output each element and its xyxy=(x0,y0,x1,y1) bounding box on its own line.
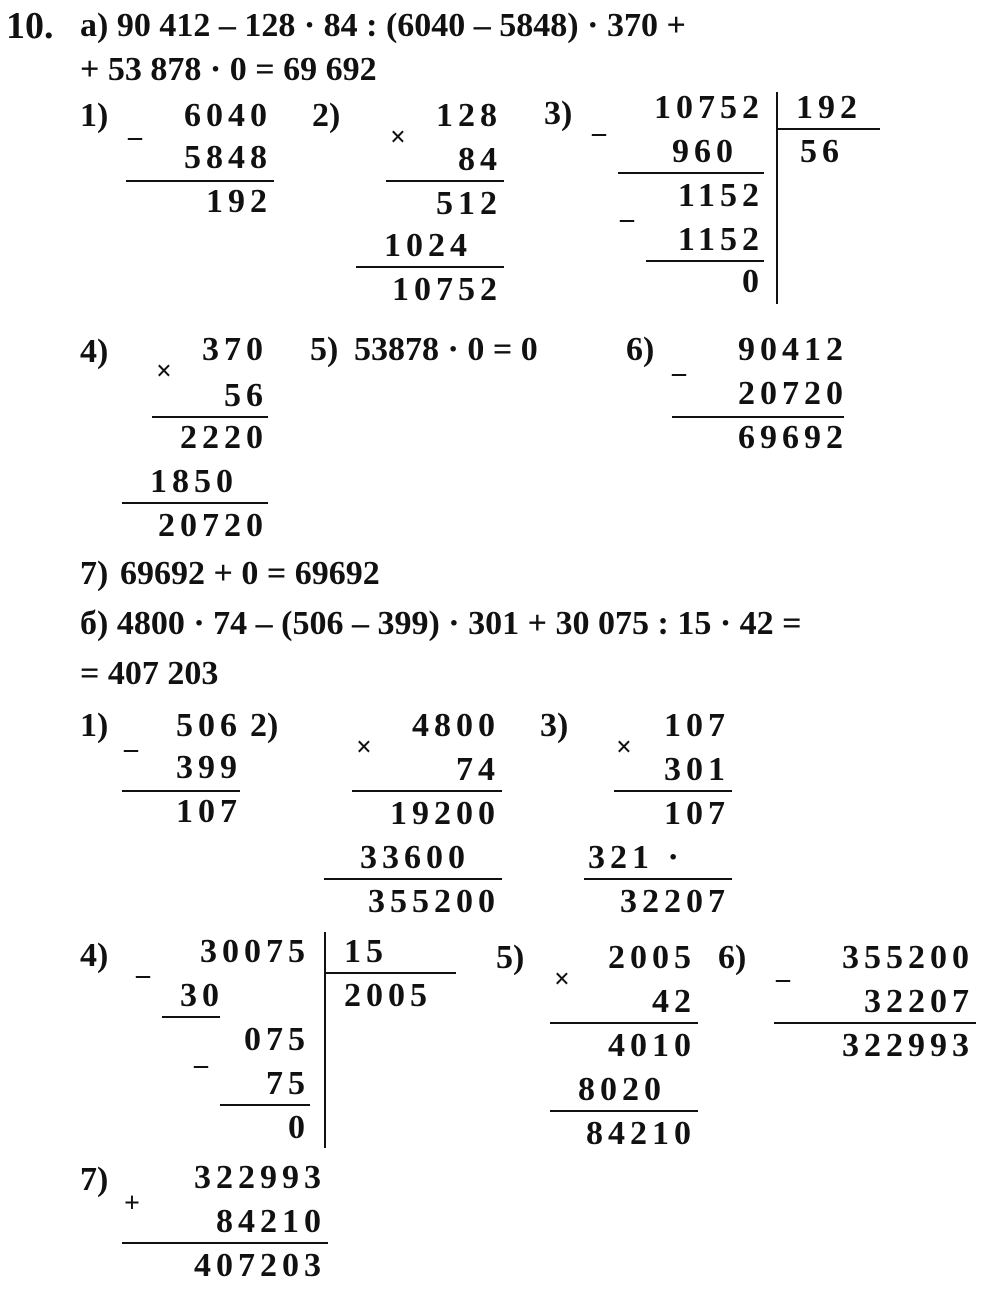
times-sign: × xyxy=(554,964,570,995)
factor-b: 56 xyxy=(224,377,268,414)
step-label: 6) xyxy=(718,939,747,976)
remainder-step-2: 1152 xyxy=(677,177,764,214)
step-label: 7) xyxy=(80,555,109,592)
result: 20720 xyxy=(158,507,268,544)
division-bracket xyxy=(324,932,326,1148)
plus-sign: + xyxy=(124,1188,140,1219)
partial-product-2: 321 · xyxy=(588,839,684,876)
step-expression: 69692 + 0 = 69692 xyxy=(120,555,380,592)
minus-sign: _ xyxy=(128,112,142,143)
sum-line xyxy=(356,266,504,268)
subtrahend: 5848 xyxy=(184,139,272,176)
minus-sign: _ xyxy=(136,950,150,981)
result: 69692 xyxy=(738,419,848,456)
step-label: 1) xyxy=(80,707,109,744)
division-bracket xyxy=(776,92,778,304)
partial-product-2: 1850 xyxy=(150,463,238,500)
factor-b: 74 xyxy=(456,751,500,788)
part-b-expression: б) 4800 · 74 – (506 – 399) · 301 + 30 075 : 15 · 42 = xyxy=(80,605,802,642)
minus-sign: _ xyxy=(620,194,634,225)
step-label: 1) xyxy=(80,97,109,134)
minus-sign: _ xyxy=(124,724,138,755)
factor-b: 301 xyxy=(664,751,730,788)
addend-a: 322993 xyxy=(194,1159,326,1196)
divisor-line xyxy=(776,128,880,130)
minuend: 6040 xyxy=(184,97,272,134)
times-sign: × xyxy=(356,732,372,763)
addend-b: 84210 xyxy=(216,1203,326,1240)
quotient: 2005 xyxy=(344,977,432,1014)
minus-sign: _ xyxy=(592,108,606,139)
times-sign: × xyxy=(390,122,406,153)
minus-sign: _ xyxy=(672,348,686,379)
sum-line xyxy=(324,878,502,880)
step-label: 3) xyxy=(540,707,569,744)
factor-a: 2005 xyxy=(608,939,696,976)
partial-product-1: 4010 xyxy=(608,1027,696,1064)
minuend: 506 xyxy=(176,707,242,744)
result: 355200 xyxy=(368,883,500,920)
minuend: 90412 xyxy=(738,331,848,368)
remainder-step-1: 960 xyxy=(672,133,738,170)
dividend: 30075 xyxy=(200,933,310,970)
product-line xyxy=(550,1022,698,1024)
partial-product-2: 1024 xyxy=(384,227,472,264)
product-line xyxy=(386,180,504,182)
subtrahend: 20720 xyxy=(738,375,848,412)
step-expression: 53878 · 0 = 0 xyxy=(354,331,538,368)
result: 192 xyxy=(206,183,272,220)
step-label: 6) xyxy=(626,331,655,368)
step-label: 5) xyxy=(496,939,525,976)
divisor-line xyxy=(324,972,456,974)
remainder-step-1: 30 xyxy=(180,977,224,1014)
times-sign: × xyxy=(616,732,632,763)
minuend: 355200 xyxy=(842,939,974,976)
partial-product-1: 512 xyxy=(436,185,502,222)
partial-product-1: 19200 xyxy=(390,795,500,832)
step-label: 5) xyxy=(310,331,339,368)
remainder-step-3: 75 xyxy=(266,1065,310,1102)
product-line xyxy=(352,790,502,792)
part-b-expression-cont: = 407 203 xyxy=(80,655,219,692)
step-label: 3) xyxy=(544,95,573,132)
quotient: 56 xyxy=(800,133,844,170)
sum-line xyxy=(550,1110,698,1112)
divisor: 192 xyxy=(796,89,862,126)
factor-b: 42 xyxy=(652,983,696,1020)
partial-product-2: 33600 xyxy=(360,839,470,876)
result: 322993 xyxy=(842,1027,974,1064)
step-label: 2) xyxy=(250,707,279,744)
step-label: 4) xyxy=(80,333,109,370)
minus-sign: _ xyxy=(776,954,790,985)
factor-a: 4800 xyxy=(412,707,500,744)
step-label: 7) xyxy=(80,1161,109,1198)
result: 407203 xyxy=(194,1247,326,1284)
remainder-step-3: 1152 xyxy=(677,221,764,258)
times-sign: × xyxy=(156,356,172,387)
remainder-step-2: 075 xyxy=(244,1021,310,1058)
factor-a: 107 xyxy=(664,707,730,744)
factor-a: 370 xyxy=(202,331,268,368)
result-line xyxy=(774,1022,976,1024)
step-label: 4) xyxy=(80,937,109,974)
result: 84210 xyxy=(586,1115,696,1152)
result-line xyxy=(122,1242,328,1244)
partial-product-1: 107 xyxy=(664,795,730,832)
sum-line xyxy=(584,878,732,880)
factor-a: 128 xyxy=(436,97,502,134)
remainder: 0 xyxy=(288,1109,310,1146)
sum-line xyxy=(122,502,268,504)
part-a-expression: а) 90 412 – 128 · 84 : (6040 – 5848) · 370 + xyxy=(80,7,686,44)
product-line xyxy=(614,790,732,792)
part-a-expression-cont: + 53 878 · 0 = 69 692 xyxy=(80,51,377,88)
partial-product-1: 2220 xyxy=(180,419,268,456)
step-label: 2) xyxy=(312,97,341,134)
minus-sign: _ xyxy=(194,1040,208,1071)
division-line-1 xyxy=(162,1016,220,1018)
division-line-1 xyxy=(618,172,764,174)
divisor: 15 xyxy=(344,933,388,970)
problem-number: 10. xyxy=(6,5,54,47)
subtrahend: 32207 xyxy=(864,983,974,1020)
result: 10752 xyxy=(392,271,502,308)
remainder: 0 xyxy=(742,263,764,300)
subtrahend: 399 xyxy=(176,749,242,786)
dividend: 10752 xyxy=(654,89,764,126)
partial-product-2: 8020 xyxy=(578,1071,666,1108)
result: 107 xyxy=(176,793,242,830)
factor-b: 84 xyxy=(458,141,502,178)
result: 32207 xyxy=(620,883,730,920)
division-line-2 xyxy=(220,1104,310,1106)
